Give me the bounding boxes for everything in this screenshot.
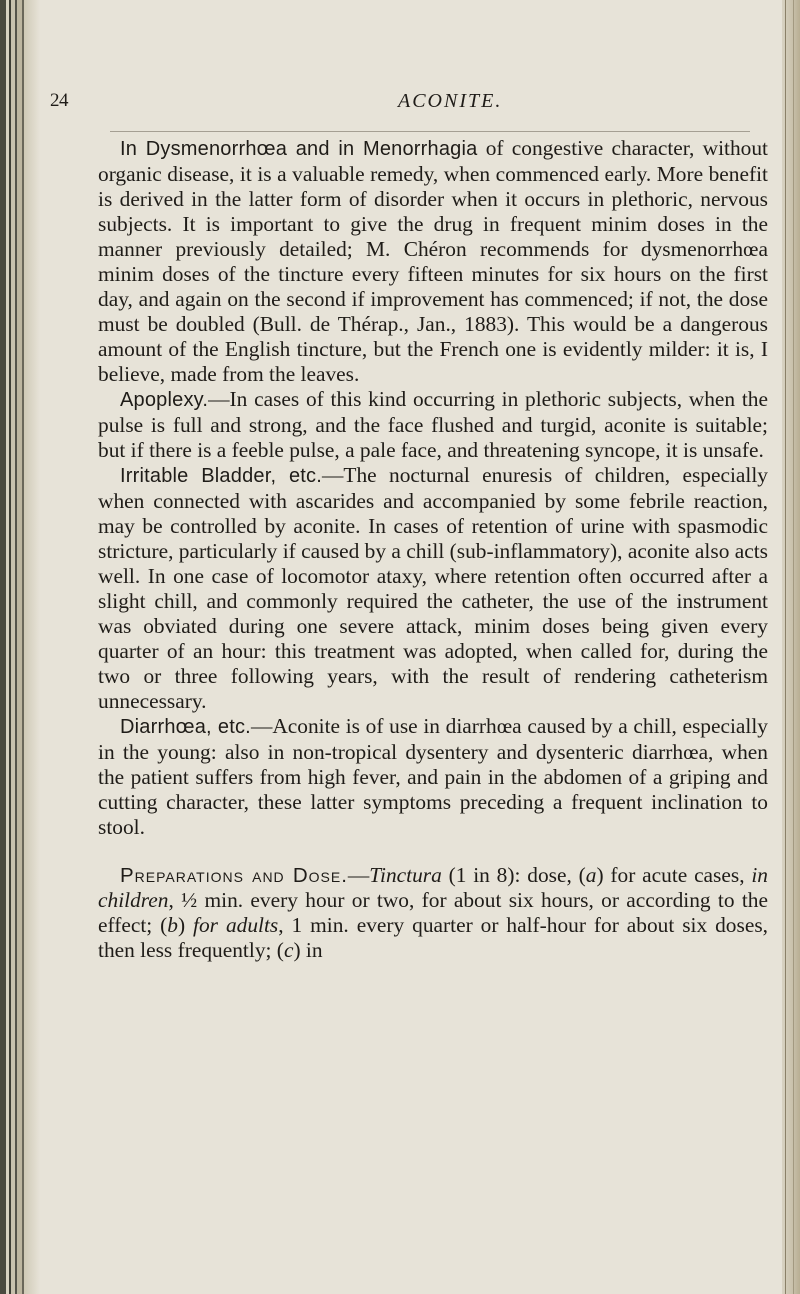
paragraph-heading: Irritable Bladder, etc.	[120, 465, 323, 487]
paragraph-heading: In Dysmenorrhœa and in Menorrhagia	[120, 138, 478, 160]
preparations-text: , 1 min. every quarter or half-hour for about six doses, then less frequently; (	[98, 913, 768, 962]
paragraph-dysmenorrhoea	[98, 136, 768, 387]
paragraph-preparations	[98, 863, 768, 963]
preparations-text: ) in	[293, 938, 323, 962]
preparations-adults: for adults	[193, 913, 279, 937]
preparations-dash: —	[347, 863, 370, 887]
paragraph-heading: Apoplexy.	[120, 389, 209, 411]
page-binding-edge	[0, 0, 40, 1294]
paragraph-text: of congestive character, without organic disease, it is a valuable remedy, when commenced early. More benefit is derived in the latter form of disorder when it occurs in plethoric, nervous subjects. It is important to give the drug in frequent minim doses in the manner previously detailed; M. Chéron recommends for dysmenorrhœa minim doses of the tincture every fifteen minutes for six hours on the first day, and again on the second if improvement has commenced; if not, the dose must be doubled (Bull. de Thérap., Jan., 1883). This would be a dangerous amount of the English tincture, but the French one is evidently milder: it is, I believe, made from the leaves.	[98, 136, 768, 386]
paragraph-irritable-bladder	[98, 463, 768, 714]
preparations-text: , ½ min. every hour or two, for about six hours, or according to the effect; (	[98, 888, 768, 937]
preparations-tinctura: Tinctura	[369, 863, 442, 887]
page-right-edge	[782, 0, 800, 1294]
page-header	[0, 90, 800, 120]
paragraph-text: —Aconite is of use in diarrhœa caused by a chill, especially in the young: also in non-tropical dysentery and dysenteric diarrhœa, when the patient suffers from high fever, and pain in the abdomen of a griping and cutting character, these latter symptoms preceding a frequent inclination to stool.	[98, 714, 768, 839]
preparations-label-c: c	[283, 938, 294, 962]
header-rule	[110, 131, 750, 132]
paragraph-text: —The nocturnal enuresis of children, especially when connected with ascarides and accompanied by some febrile reaction, may be controlled by aconite. In cases of retention of urine with spasmodic stricture, particularly if caused by a chill (sub-inflammatory), aconite also acts well. In one case of locomotor ataxy, where retention often occurred after a slight chill, and commonly required the catheter, the use of the instrument was obviated during one severe attack, minim doses being given every quarter of an hour: this treatment was adopted, when called for, during the two or three following years, with the result of rendering catheterism unnecessary.	[98, 463, 768, 713]
preparations-text: )	[177, 913, 194, 937]
paragraph-apoplexy	[98, 387, 768, 463]
preparations-text: (1 in 8): dose, (	[441, 863, 586, 887]
preparations-text: ) for acute cases,	[596, 863, 752, 887]
preparations-label-b: b	[167, 913, 178, 937]
body-text	[98, 136, 768, 963]
preparations-label-a: a	[585, 863, 597, 887]
page-number: 24	[50, 90, 68, 111]
paragraph-diarrhoea	[98, 714, 768, 840]
preparations-children: in children	[98, 863, 768, 912]
running-head: ACONITE.	[398, 90, 503, 112]
paragraph-text: —In cases of this kind occurring in plethoric subjects, when the pulse is full and strong, and the face flushed and turgid, aconite is suitable; but if there is a feeble pulse, a pale face, and threatening syncope, it is unsafe.	[98, 387, 768, 462]
preparations-heading: Preparations and Dose.	[120, 864, 348, 887]
paragraph-heading: Diarrhœa, etc.	[120, 716, 251, 738]
